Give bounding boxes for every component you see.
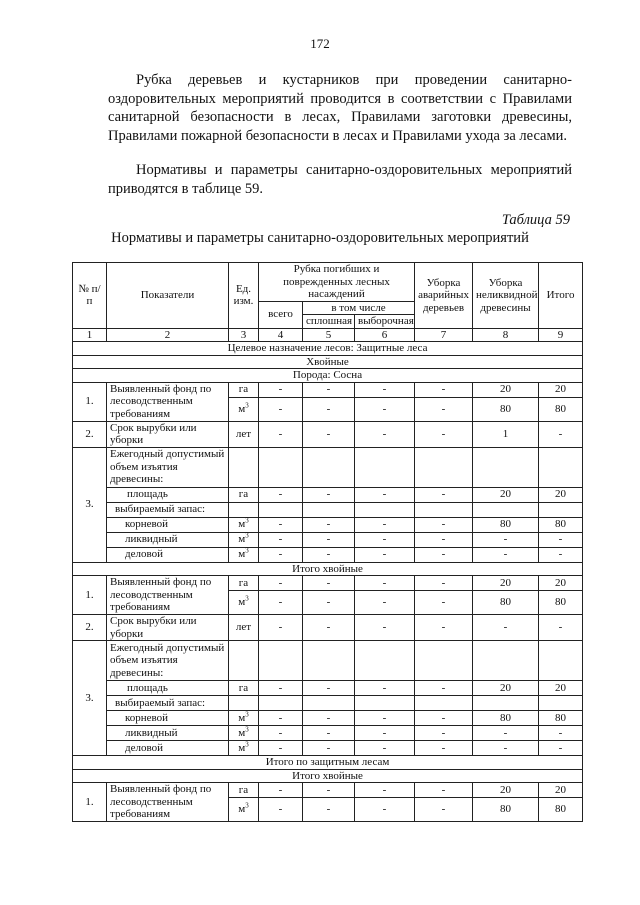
index-cell: 5	[303, 328, 355, 342]
unit-cell	[229, 547, 259, 562]
value-cell: -	[415, 397, 473, 421]
value-cell: 1	[473, 421, 539, 447]
index-cell: 2	[107, 328, 229, 342]
value-cell: -	[355, 681, 415, 696]
value-cell: 80	[473, 517, 539, 532]
unit-cell: га	[229, 576, 259, 591]
value-cell: -	[259, 711, 303, 726]
table-row	[73, 382, 583, 397]
value-cell: -	[415, 382, 473, 397]
table-row	[73, 517, 583, 532]
unit-sup: 3	[245, 516, 249, 525]
unit-m: м	[238, 726, 246, 739]
value-cell: -	[303, 421, 355, 447]
header-row	[73, 263, 583, 302]
value-cell: -	[415, 681, 473, 696]
value-cell: 20	[539, 382, 583, 397]
unit-m: м	[238, 402, 246, 415]
unit-m: м	[238, 741, 246, 754]
index-row	[73, 328, 583, 342]
row-label: выбираемый запас:	[107, 696, 229, 711]
table-row	[73, 711, 583, 726]
value-cell: -	[303, 517, 355, 532]
row-number: 2.	[73, 615, 107, 641]
unit-sup: 3	[245, 401, 249, 410]
unit-m: м	[238, 596, 246, 609]
header-incl: в том числе	[303, 301, 415, 315]
table-row	[73, 615, 583, 641]
unit-sup: 3	[245, 710, 249, 719]
row-number: 1.	[73, 783, 107, 822]
value-cell: -	[539, 741, 583, 756]
value-cell: -	[259, 591, 303, 615]
index-cell: 8	[473, 328, 539, 342]
value-cell: -	[259, 615, 303, 641]
value-cell: -	[415, 547, 473, 562]
value-cell: -	[259, 532, 303, 547]
value-cell: -	[303, 798, 355, 822]
value-cell: -	[355, 547, 415, 562]
value-cell: -	[303, 681, 355, 696]
header-unit: Ед. изм.	[229, 263, 259, 329]
value-cell: -	[415, 421, 473, 447]
row-number: 3.	[73, 447, 107, 562]
row-label: Ежегодный допустимый объем изъятия древесины:	[107, 641, 229, 681]
unit-m: м	[238, 518, 246, 531]
value-cell: -	[303, 783, 355, 798]
value-cell: -	[303, 741, 355, 756]
value-cell: -	[259, 421, 303, 447]
table-row	[73, 641, 583, 681]
value-cell: 80	[539, 591, 583, 615]
index-cell: 1	[73, 328, 107, 342]
value-cell: -	[303, 547, 355, 562]
value-cell: 20	[539, 783, 583, 798]
row-number: 3.	[73, 641, 107, 756]
value-cell: 20	[473, 681, 539, 696]
value-cell: -	[415, 576, 473, 591]
unit-cell	[229, 591, 259, 615]
unit-m: м	[238, 533, 246, 546]
value-cell: -	[415, 783, 473, 798]
value-cell: -	[539, 615, 583, 641]
value-cell: -	[415, 615, 473, 641]
table-caption: Таблица 59	[501, 212, 570, 228]
value-cell: 20	[473, 382, 539, 397]
header-total: Итого	[539, 263, 583, 329]
value-cell: -	[355, 576, 415, 591]
row-label: выбираемый запас:	[107, 502, 229, 517]
value-cell: -	[473, 532, 539, 547]
row-label: площадь	[107, 487, 229, 502]
value-cell: -	[259, 726, 303, 741]
value-cell: -	[355, 798, 415, 822]
unit-cell	[229, 711, 259, 726]
table-row	[73, 726, 583, 741]
value-cell: -	[415, 798, 473, 822]
section-total-conifer: Итого хвойные	[73, 562, 583, 576]
row-number: 1.	[73, 382, 107, 421]
section-total-protective: Итого по защитным лесам	[73, 756, 583, 770]
value-cell: 20	[473, 487, 539, 502]
table-row	[73, 681, 583, 696]
unit-cell	[229, 517, 259, 532]
value-cell: -	[355, 532, 415, 547]
row-label: Выявленный фонд по лесоводственным требованиям	[107, 576, 229, 615]
row-label: площадь	[107, 681, 229, 696]
value-cell: -	[259, 741, 303, 756]
row-label: ликвидный	[107, 726, 229, 741]
header-total-all: всего	[259, 301, 303, 328]
unit-cell	[229, 726, 259, 741]
value-cell: -	[355, 615, 415, 641]
header-num: № п/п	[73, 263, 107, 329]
unit-cell: га	[229, 681, 259, 696]
table-row	[73, 576, 583, 591]
row-label: деловой	[107, 547, 229, 562]
index-cell: 4	[259, 328, 303, 342]
paragraph-1: Рубка деревьев и кустарников при проведении санитарно-оздоровительных мероприятий проводится в соответствии с Правилами санитарной безопасности в лесах, Правилами заготовки древесины, Правилами пожарной безопасности в лесах и Правилами ухода за лесами.	[108, 72, 572, 144]
table-row	[73, 783, 583, 798]
section-purpose: Целевое назначение лесов: Защитные леса	[73, 342, 583, 356]
value-cell: 80	[539, 711, 583, 726]
value-cell: -	[415, 532, 473, 547]
table-row	[73, 741, 583, 756]
value-cell: -	[303, 576, 355, 591]
unit-sup: 3	[245, 594, 249, 603]
value-cell: 20	[473, 783, 539, 798]
value-cell: -	[539, 547, 583, 562]
value-cell: -	[355, 741, 415, 756]
value-cell: -	[539, 532, 583, 547]
section-conifer: Хвойные	[73, 355, 583, 369]
value-cell: 80	[539, 397, 583, 421]
value-cell: -	[355, 726, 415, 741]
unit-cell: га	[229, 783, 259, 798]
table-row	[73, 547, 583, 562]
unit-cell	[229, 532, 259, 547]
value-cell: -	[473, 726, 539, 741]
value-cell: -	[539, 421, 583, 447]
value-cell: -	[415, 517, 473, 532]
unit-sup: 3	[245, 725, 249, 734]
section-total-conifer-2: Итого хвойные	[73, 769, 583, 783]
row-number: 1.	[73, 576, 107, 615]
row-label: корневой	[107, 711, 229, 726]
table-row	[73, 696, 583, 711]
unit-sup: 3	[245, 740, 249, 749]
table-title: Нормативы и параметры санитарно-оздоровительных мероприятий	[111, 230, 529, 246]
section-breed: Порода: Сосна	[73, 369, 583, 383]
row-label: Срок вырубки или уборки	[107, 615, 229, 641]
value-cell: -	[259, 547, 303, 562]
row-label: Выявленный фонд по лесоводственным требованиям	[107, 382, 229, 421]
value-cell: -	[415, 591, 473, 615]
value-cell: -	[303, 397, 355, 421]
value-cell: 80	[473, 711, 539, 726]
value-cell: -	[259, 576, 303, 591]
value-cell: 80	[539, 798, 583, 822]
value-cell: -	[303, 615, 355, 641]
value-cell: -	[259, 487, 303, 502]
value-cell: -	[473, 547, 539, 562]
value-cell: -	[473, 615, 539, 641]
value-cell: -	[303, 591, 355, 615]
value-cell: -	[355, 783, 415, 798]
table-row	[73, 421, 583, 447]
value-cell: -	[355, 711, 415, 726]
index-cell: 6	[355, 328, 415, 342]
unit-cell	[229, 741, 259, 756]
table-row	[73, 487, 583, 502]
value-cell: -	[303, 532, 355, 547]
unit-sup: 3	[245, 546, 249, 555]
value-cell: 80	[473, 798, 539, 822]
page-number: 172	[310, 36, 330, 51]
value-cell: -	[259, 681, 303, 696]
value-cell: -	[259, 397, 303, 421]
value-cell: -	[259, 798, 303, 822]
header-illiquid: Уборка неликвидной древесины	[473, 263, 539, 329]
header-selective: выборочная	[355, 315, 415, 329]
value-cell: -	[303, 726, 355, 741]
table-row	[73, 502, 583, 517]
unit-sup: 3	[245, 801, 249, 810]
unit-cell: га	[229, 382, 259, 397]
unit-cell: га	[229, 487, 259, 502]
value-cell: -	[415, 726, 473, 741]
value-cell: -	[539, 726, 583, 741]
paragraph-2: Нормативы и параметры санитарно-оздоровительных мероприятий приводятся в таблице 59.	[108, 162, 572, 197]
header-indicator: Показатели	[107, 263, 229, 329]
value-cell: -	[355, 517, 415, 532]
row-label: ликвидный	[107, 532, 229, 547]
unit-cell: лет	[229, 615, 259, 641]
row-label: Ежегодный допустимый объем изъятия древесины:	[107, 447, 229, 487]
unit-cell	[229, 798, 259, 822]
value-cell: -	[259, 517, 303, 532]
value-cell: 20	[473, 576, 539, 591]
value-cell: 80	[539, 517, 583, 532]
table-row	[73, 447, 583, 487]
header-clear: сплошная	[303, 315, 355, 329]
row-label: Выявленный фонд по лесоводственным требованиям	[107, 783, 229, 822]
value-cell: -	[355, 421, 415, 447]
value-cell: -	[259, 783, 303, 798]
unit-sup: 3	[245, 531, 249, 540]
unit-cell: лет	[229, 421, 259, 447]
value-cell: 20	[539, 681, 583, 696]
index-cell: 9	[539, 328, 583, 342]
row-number: 2.	[73, 421, 107, 447]
row-label: деловой	[107, 741, 229, 756]
value-cell: -	[355, 397, 415, 421]
index-cell: 7	[415, 328, 473, 342]
value-cell: 20	[539, 576, 583, 591]
row-label: Срок вырубки или уборки	[107, 421, 229, 447]
index-cell: 3	[229, 328, 259, 342]
value-cell: 20	[539, 487, 583, 502]
unit-cell	[229, 397, 259, 421]
value-cell: -	[303, 487, 355, 502]
value-cell: 80	[473, 397, 539, 421]
header-emergency: Уборка аварийных деревьев	[415, 263, 473, 329]
value-cell: -	[415, 741, 473, 756]
unit-m: м	[238, 711, 246, 724]
value-cell: -	[303, 711, 355, 726]
unit-m: м	[238, 548, 246, 561]
header-felling: Рубка погибших и поврежденных лесных насаждений	[259, 263, 415, 302]
value-cell: 80	[473, 591, 539, 615]
value-cell: -	[303, 382, 355, 397]
standards-table	[72, 262, 583, 822]
value-cell: -	[415, 711, 473, 726]
value-cell: -	[473, 741, 539, 756]
value-cell: -	[415, 487, 473, 502]
row-label: корневой	[107, 517, 229, 532]
value-cell: -	[355, 591, 415, 615]
unit-m: м	[238, 803, 246, 816]
value-cell: -	[259, 382, 303, 397]
value-cell: -	[355, 487, 415, 502]
table-row	[73, 532, 583, 547]
value-cell: -	[355, 382, 415, 397]
